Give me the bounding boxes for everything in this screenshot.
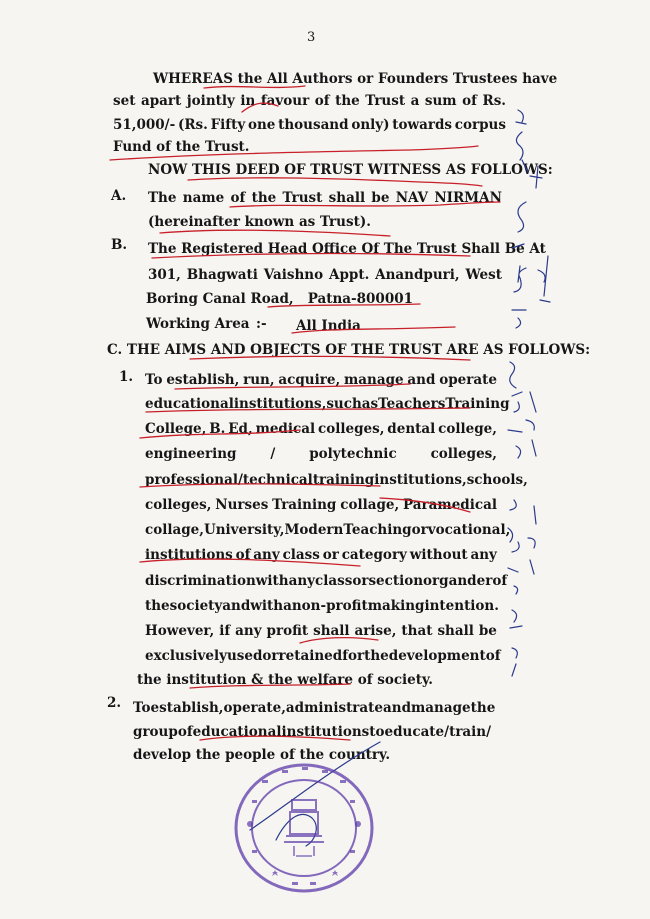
blue-margin-note (516, 110, 528, 172)
red-underline (190, 684, 350, 688)
word: if (219, 623, 231, 639)
word: category (341, 547, 407, 563)
word: institutions (145, 547, 233, 563)
word: Bhagwati (186, 267, 258, 283)
preamble-line-4: Fund of the Trust. (113, 139, 250, 155)
word: of (492, 573, 508, 589)
red-underline (140, 484, 380, 487)
word: gander (439, 573, 493, 589)
word: College, (145, 421, 207, 437)
working-area-label: Working Area (146, 316, 250, 332)
blue-margin-note (508, 500, 519, 594)
clause-b-line-3: Boring Canal Road, Patna-800001 (146, 291, 414, 307)
word: thousand (278, 117, 349, 133)
word: arise, (354, 623, 397, 639)
word: professional/technical (145, 472, 313, 488)
word: Anandpuri, (375, 267, 460, 283)
red-underline (380, 498, 470, 512)
clause-a-line-2: (hereinafter known as Trust). (148, 214, 371, 230)
word: institutions (281, 724, 370, 740)
word: Nurses (215, 497, 269, 513)
word: vocational, (427, 522, 511, 538)
word: or (411, 522, 428, 538)
word: train (449, 724, 487, 740)
witness-heading: NOW THIS DEED OF TRUST WITNESS AS FOLLOWS: (148, 162, 553, 178)
word: operate (439, 372, 497, 388)
word: institutions, (374, 472, 467, 488)
word: the (364, 648, 389, 664)
word: and (222, 598, 251, 614)
blue-margin-note (510, 610, 522, 676)
word: a (283, 598, 292, 614)
word: Teaching (343, 522, 412, 538)
word: making (367, 598, 425, 614)
word: college, (438, 421, 497, 437)
red-underline (242, 103, 278, 112)
word: to (369, 724, 385, 740)
word: administrate (285, 700, 383, 716)
word: Training (445, 396, 510, 412)
word: Teachers (378, 396, 446, 412)
red-underline (200, 736, 350, 740)
word: as (361, 396, 379, 412)
word: engineering (145, 446, 237, 462)
word: of (230, 190, 246, 206)
word: retained (278, 648, 343, 664)
word: (Rs. (177, 117, 208, 133)
word: 301, (148, 267, 181, 283)
word: in (240, 93, 256, 109)
word: shall (437, 623, 474, 639)
word: 51,000/- (113, 117, 176, 133)
word: establish, (166, 372, 240, 388)
word: Modern (284, 522, 344, 538)
working-area-separator: :- (256, 316, 267, 332)
word: be (371, 190, 390, 206)
word: schools, (466, 472, 528, 488)
blue-margin-note (530, 166, 542, 188)
red-underline (300, 638, 378, 643)
item-1-marker: 1. (119, 369, 134, 385)
word: acquire, (278, 372, 341, 388)
word: Trust (365, 93, 406, 109)
word: development (388, 648, 486, 664)
word: and (383, 700, 412, 716)
clause-b-line-1: The Registered Head Office Of The Trust Shall Be At (148, 241, 546, 257)
word: collage, (145, 522, 204, 538)
red-underline (204, 86, 305, 88)
red-underline (146, 408, 470, 412)
red-underline (188, 178, 482, 186)
item-1-last-line: the institution & the welfare of society. (137, 672, 433, 688)
word: of (314, 93, 330, 109)
clause-a-marker: A. (111, 188, 127, 204)
word: profit (266, 623, 309, 639)
word: a (410, 93, 420, 109)
word: colleges, (318, 421, 385, 437)
word: However, (145, 623, 215, 639)
word: operate, (223, 700, 286, 716)
red-underline (230, 202, 500, 207)
red-underline (140, 559, 360, 566)
word: one (247, 117, 276, 133)
word: NIRMAN (434, 190, 502, 206)
word: name (182, 190, 225, 206)
word: Training (272, 497, 337, 513)
word: that (401, 623, 433, 639)
word: medical (255, 421, 316, 437)
word: non-profit (291, 598, 368, 614)
red-underline (160, 230, 390, 236)
word: Vaishno (263, 267, 324, 283)
word: educate/ (384, 724, 450, 740)
word: educational (192, 724, 282, 740)
blue-margin-note (528, 506, 536, 574)
item-2-last-line: develop the people of the country. (133, 747, 391, 763)
word: B. (209, 421, 226, 437)
blue-margin-note (538, 256, 550, 302)
word: colleges, (145, 497, 212, 513)
word: Appt. (328, 267, 370, 283)
word: with (255, 573, 289, 589)
word: University, (203, 522, 285, 538)
word: shall (328, 190, 366, 206)
word: The (148, 190, 177, 206)
page-number: 3 (307, 30, 316, 45)
red-underline (152, 254, 470, 258)
red-underline (292, 327, 455, 333)
word: any (235, 623, 262, 639)
word: section (368, 573, 424, 589)
clause-b-marker: B. (111, 237, 128, 253)
word: set (113, 93, 136, 109)
word: dental (387, 421, 436, 437)
word: or (262, 648, 279, 664)
word: of (462, 93, 477, 109)
red-underline (175, 384, 410, 389)
word: Ed, (228, 421, 253, 437)
word: favour (260, 93, 310, 109)
word: for (342, 648, 365, 664)
word: To (133, 700, 151, 716)
red-underline (110, 146, 478, 160)
word: of (235, 547, 251, 563)
word: collage, (340, 497, 400, 513)
word: of (177, 724, 193, 740)
word: any (288, 573, 316, 589)
word: exclusively (145, 648, 227, 664)
word: educational (145, 396, 234, 412)
word: Rs. (482, 93, 506, 109)
word: apart (140, 93, 182, 109)
word: colleges, (430, 446, 497, 462)
preamble-line-1: WHEREAS the All Authors or Founders Trustees have (153, 71, 558, 87)
word: / (486, 724, 492, 740)
word: training (312, 472, 375, 488)
word: and (407, 372, 436, 388)
word: or (322, 547, 339, 563)
word: shall (313, 623, 350, 639)
word: of (485, 648, 501, 664)
word: the (470, 700, 496, 716)
word: group (133, 724, 178, 740)
word: Paramedical (403, 497, 497, 513)
word: polytechnic (309, 446, 397, 462)
word: manage (343, 372, 404, 388)
word: West (465, 267, 502, 283)
word: any (470, 547, 497, 563)
blue-margin-note (508, 362, 522, 458)
red-underline (190, 356, 470, 360)
word: intention. (424, 598, 499, 614)
word: the (335, 93, 360, 109)
word: the (145, 598, 170, 614)
word: Trust (282, 190, 323, 206)
word: class (315, 573, 353, 589)
red-underline (140, 430, 300, 438)
word: or (423, 573, 440, 589)
word: corpus (454, 117, 506, 133)
word: run, (243, 372, 275, 388)
word: or (352, 573, 369, 589)
word: jointly (186, 93, 235, 109)
word: Fifty (210, 117, 246, 133)
word: the (251, 190, 277, 206)
word: establish, (150, 700, 224, 716)
word: with (250, 598, 284, 614)
word: only) (351, 117, 390, 133)
word: be (478, 623, 497, 639)
blue-margin-note (512, 202, 526, 328)
working-area-value: All India (296, 318, 361, 334)
word: any (253, 547, 280, 563)
word: class (282, 547, 320, 563)
word: towards (392, 117, 452, 133)
item-2-marker: 2. (107, 695, 122, 711)
word: such (326, 396, 362, 412)
word: To (145, 372, 163, 388)
word: institutions, (233, 396, 327, 412)
word: manage (411, 700, 471, 716)
word: NAV (395, 190, 429, 206)
aims-heading: C. THE AIMS AND OBJECTS OF THE TRUST ARE AS FOLLOWS: (107, 342, 591, 358)
official-stamp-seal (232, 760, 377, 895)
word: / (270, 446, 276, 462)
blue-margin-note (526, 392, 536, 456)
word: sum (424, 93, 457, 109)
word: used (226, 648, 263, 664)
word: discrimination (145, 573, 256, 589)
red-underline (268, 304, 420, 307)
word: society (169, 598, 223, 614)
word: without (409, 547, 468, 563)
